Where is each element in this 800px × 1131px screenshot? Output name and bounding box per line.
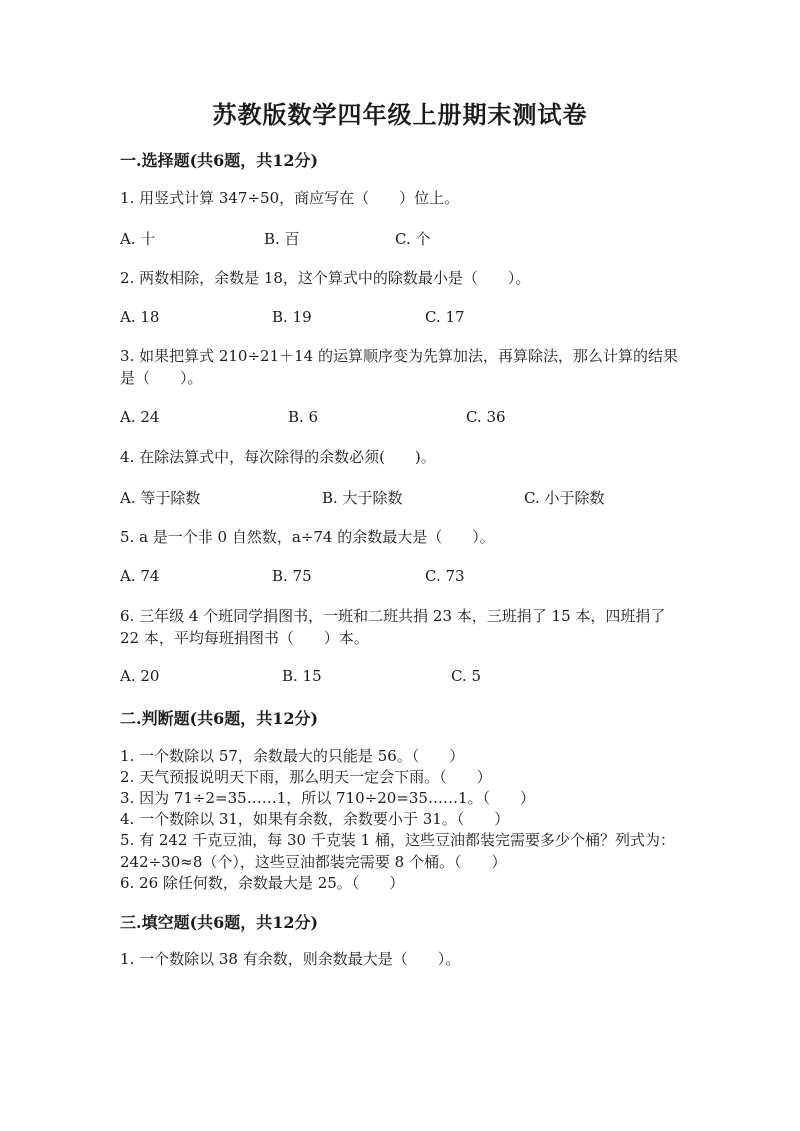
- judgment-item: 6. 26 除任何数，余数最大是 25。（ ）: [120, 874, 405, 892]
- fill-in-item: 1. 一个数除以 38 有余数，则余数最大是（ ）。: [120, 950, 461, 968]
- judgment-item: 5. 有 242 千克豆油，每 30 千克装 1 桶，这些豆油都装完需要多少个桶？列式为：242÷30≈8（个），这些豆油都装完需要 8 个桶。（ ）: [120, 831, 675, 871]
- question-text: 5. a 是一个非 0 自然数，a÷74 的余数最大是（ ）。: [120, 528, 495, 546]
- option-c: C. 36: [466, 408, 506, 426]
- question-text: 6. 三年级 4 个班同学捐图书，一班和二班共捐 23 本，三班捐了 15 本，四班捐了 22 本，平均每班捐图书（ ）本。: [120, 607, 666, 647]
- section-heading-judgment: 二.判断题(共6题，共12分): [120, 709, 319, 728]
- option-a: A. 24: [120, 408, 160, 426]
- question-text: 1. 用竖式计算 347÷50，商应写在（ ）位上。: [120, 189, 460, 207]
- option-a: A. 等于除数: [120, 489, 201, 507]
- option-a: A. 十: [120, 230, 156, 248]
- judgment-item: 4. 一个数除以 31，如果有余数，余数要小于 31。（ ）: [120, 810, 510, 828]
- option-c: C. 17: [425, 308, 465, 326]
- option-b: B. 19: [272, 308, 312, 326]
- option-b: B. 75: [272, 567, 312, 585]
- question-text: 4. 在除法算式中，每次除得的余数必须( )。: [120, 448, 436, 466]
- question-text: 3. 如果把算式 210÷21＋14 的运算顺序变为先算加法，再算除法，那么计算的结果是（ ）。: [120, 347, 678, 387]
- option-a: A. 18: [120, 308, 160, 326]
- section-heading-fill-in: 三.填空题(共6题，共12分): [120, 913, 319, 932]
- section-heading-choice: 一.选择题(共6题，共12分): [120, 151, 319, 170]
- option-c: C. 个: [395, 230, 431, 248]
- judgment-item: 3. 因为 71÷2=35……1，所以 710÷20=35……1。（ ）: [120, 789, 535, 807]
- option-a: A. 20: [120, 667, 160, 685]
- option-b: B. 百: [264, 230, 300, 248]
- option-a: A. 74: [120, 567, 160, 585]
- option-c: C. 73: [425, 567, 465, 585]
- judgment-item: 2. 天气预报说明天下雨，那么明天一定会下雨。（ ）: [120, 768, 492, 786]
- option-c: C. 小于除数: [524, 489, 605, 507]
- option-b: B. 大于除数: [322, 489, 403, 507]
- option-b: B. 6: [288, 408, 319, 426]
- exam-title: 苏教版数学四年级上册期末测试卷: [212, 100, 588, 129]
- option-c: C. 5: [451, 667, 482, 685]
- judgment-item: 1. 一个数除以 57，余数最大的只能是 56。（ ）: [120, 747, 465, 765]
- option-b: B. 15: [282, 667, 322, 685]
- question-text: 2. 两数相除，余数是 18，这个算式中的除数最小是（ ）。: [120, 269, 531, 287]
